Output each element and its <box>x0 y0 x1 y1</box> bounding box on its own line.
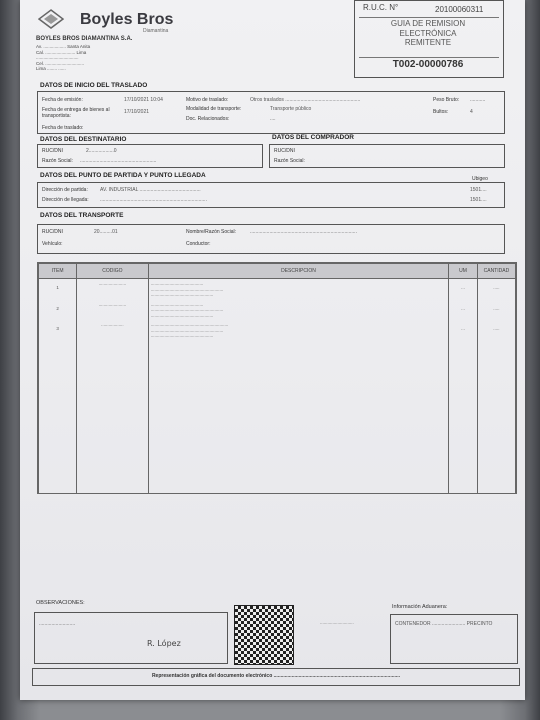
bottom-note: Representación gráfica del documento electrónico ........................................................................................... <box>151 673 401 679</box>
fecha-traslado-label: Fecha de traslado: <box>42 125 84 131</box>
bottom-note-box <box>32 668 520 686</box>
dir-llegada-label: Dirección de llegada: <box>42 197 89 203</box>
comprador-ruc-label: RUC/DNI <box>274 148 295 154</box>
document-page <box>20 0 525 700</box>
cell-um: ... <box>449 300 478 321</box>
observaciones-box <box>34 612 228 664</box>
ruc-divider-2 <box>359 57 499 58</box>
fecha-entrega-value: 17/10/2021 <box>124 109 150 115</box>
company-name: BOYLES BROS DIAMANTINA S.A. <box>36 36 133 42</box>
items-header-row <box>39 264 516 279</box>
peso-value: ........... <box>470 97 486 103</box>
doc-title: GUIA DE REMISION ELECTRÓNICA REMITENTE <box>390 19 466 47</box>
info-aduanera-value: CONTENEDOR ........................ PRECINTO <box>395 621 493 627</box>
cell-cantidad: ..... <box>477 300 515 321</box>
traslado-box <box>37 91 505 134</box>
cell-um: ... <box>449 320 478 493</box>
section-title-partida: DATOS DEL PUNTO DE PARTIDA Y PUNTO LLEGADA <box>40 172 206 179</box>
ubigeo-label: Ubigeo <box>472 176 488 182</box>
table-row <box>39 320 516 493</box>
motivo-label: Motivo de traslado: <box>186 97 229 103</box>
destinatario-ruc-value: 2..................0 <box>86 148 117 154</box>
fecha-emision-value: 17/10/2021 10:04 <box>124 97 163 103</box>
section-title-comprador: DATOS DEL COMPRADOR <box>272 134 354 141</box>
conductor-label: Conductor: <box>186 241 211 247</box>
table-row <box>39 279 516 300</box>
ruc-divider <box>359 17 499 18</box>
logo-diamond-icon <box>38 9 64 29</box>
destinatario-razon-label: Razón Social: <box>42 158 73 164</box>
doc-relacionado-label: Doc. Relacionados: <box>186 116 230 122</box>
col-header-cantidad: CANTIDAD <box>477 264 515 279</box>
ubigeo-partida-value: 1501.... <box>470 187 487 193</box>
col-header-item: ITEM <box>39 264 77 279</box>
footer-mid-text: ........................... <box>320 620 354 625</box>
transporte-razon-value: ............................................................................. <box>250 229 357 235</box>
dir-llegada-value: ............................................................................. <box>100 197 207 203</box>
doc-number: T002-00000786 <box>392 59 464 70</box>
transporte-ruc-value: 20.........01 <box>94 229 118 235</box>
dir-partida-label: Dirección de partida: <box>42 187 88 193</box>
table-row <box>39 300 516 321</box>
section-title-destinatario: DATOS DEL DESTINATARIO <box>40 136 127 143</box>
motivo-value: Otros traslados ...................................................... <box>250 97 361 103</box>
dir-partida-value: AV. INDUSTRIAL ............................................ <box>100 187 201 193</box>
info-aduanera-box <box>390 614 518 664</box>
vehiculo-label: Vehículo: <box>42 241 63 247</box>
signature: R. López <box>147 639 181 648</box>
comprador-razon-label: Razón Social: <box>274 158 305 164</box>
cell-item: 2 <box>39 300 77 321</box>
destinatario-box <box>37 144 263 168</box>
modalidad-value: Transporte público <box>270 106 312 112</box>
doc-number-note: ................................................... <box>360 75 410 79</box>
observaciones-label: OBSERVACIONES: <box>36 600 85 606</box>
cell-cantidad: ..... <box>477 320 515 493</box>
section-title-transporte: DATOS DEL TRANSPORTE <box>40 212 124 219</box>
transporte-razon-label: Nombre/Razón Social: <box>186 229 237 235</box>
cell-descripcion: .......................................... .......................................................... .................................................. <box>148 300 449 321</box>
partida-box <box>37 182 505 208</box>
cell-codigo: ...................... <box>77 279 149 300</box>
ruc-box <box>354 0 504 78</box>
col-header-um: UM <box>449 264 478 279</box>
qr-code-icon <box>234 605 294 665</box>
cell-codigo: .................. <box>77 320 149 493</box>
observaciones-value: .......................... <box>39 621 76 627</box>
cell-codigo: ...................... <box>77 300 149 321</box>
destinatario-razon-value: ....................................................... <box>80 158 157 164</box>
ubigeo-llegada-value: 1501.... <box>470 197 487 203</box>
bultos-value: 4 <box>470 109 473 115</box>
destinatario-ruc-label: RUC/DNI <box>42 148 63 154</box>
cell-cantidad: ..... <box>477 279 515 300</box>
transporte-ruc-label: RUC/DNI <box>42 229 63 235</box>
bultos-label: Bultos: <box>433 109 449 115</box>
company-address: Av. .................. Santa Anita Cal. ........................ Lima .................................. Cel. ............................... Lima ........ ...... <box>36 44 91 71</box>
comprador-box <box>269 144 505 168</box>
modalidad-label: Modalidad de transporte: <box>186 106 242 112</box>
items-table <box>37 262 517 494</box>
info-aduanera-label: Información Aduanera: <box>392 604 448 610</box>
ruc-value: 20100060311 <box>435 5 484 14</box>
cell-descripcion: .......................................... .......................................................... .................................................. <box>148 279 449 300</box>
fecha-entrega-label: Fecha de entrega de bienes al transportista: <box>42 107 110 119</box>
peso-label: Peso Bruto: <box>433 97 460 103</box>
ruc-label: R.U.C. N° <box>363 3 399 12</box>
section-title-traslado: DATOS DE INICIO DEL TRASLADO <box>40 82 148 89</box>
cell-item: 3 <box>39 320 77 493</box>
fecha-emision-label: Fecha de emisión: <box>42 97 83 103</box>
transporte-box <box>37 224 505 254</box>
logo-subtitle: Diamantina <box>143 28 169 34</box>
col-header-codigo: CODIGO <box>77 264 149 279</box>
col-header-descripcion: DESCRIPCION <box>148 264 449 279</box>
cell-descripcion: .............................................................. .......................................................... .................................................. <box>148 320 449 493</box>
cell-um: ... <box>449 279 478 300</box>
doc-relacionado-value: .... <box>270 116 276 122</box>
logo-text: Boyles Bros <box>80 11 174 28</box>
cell-item: 1 <box>39 279 77 300</box>
